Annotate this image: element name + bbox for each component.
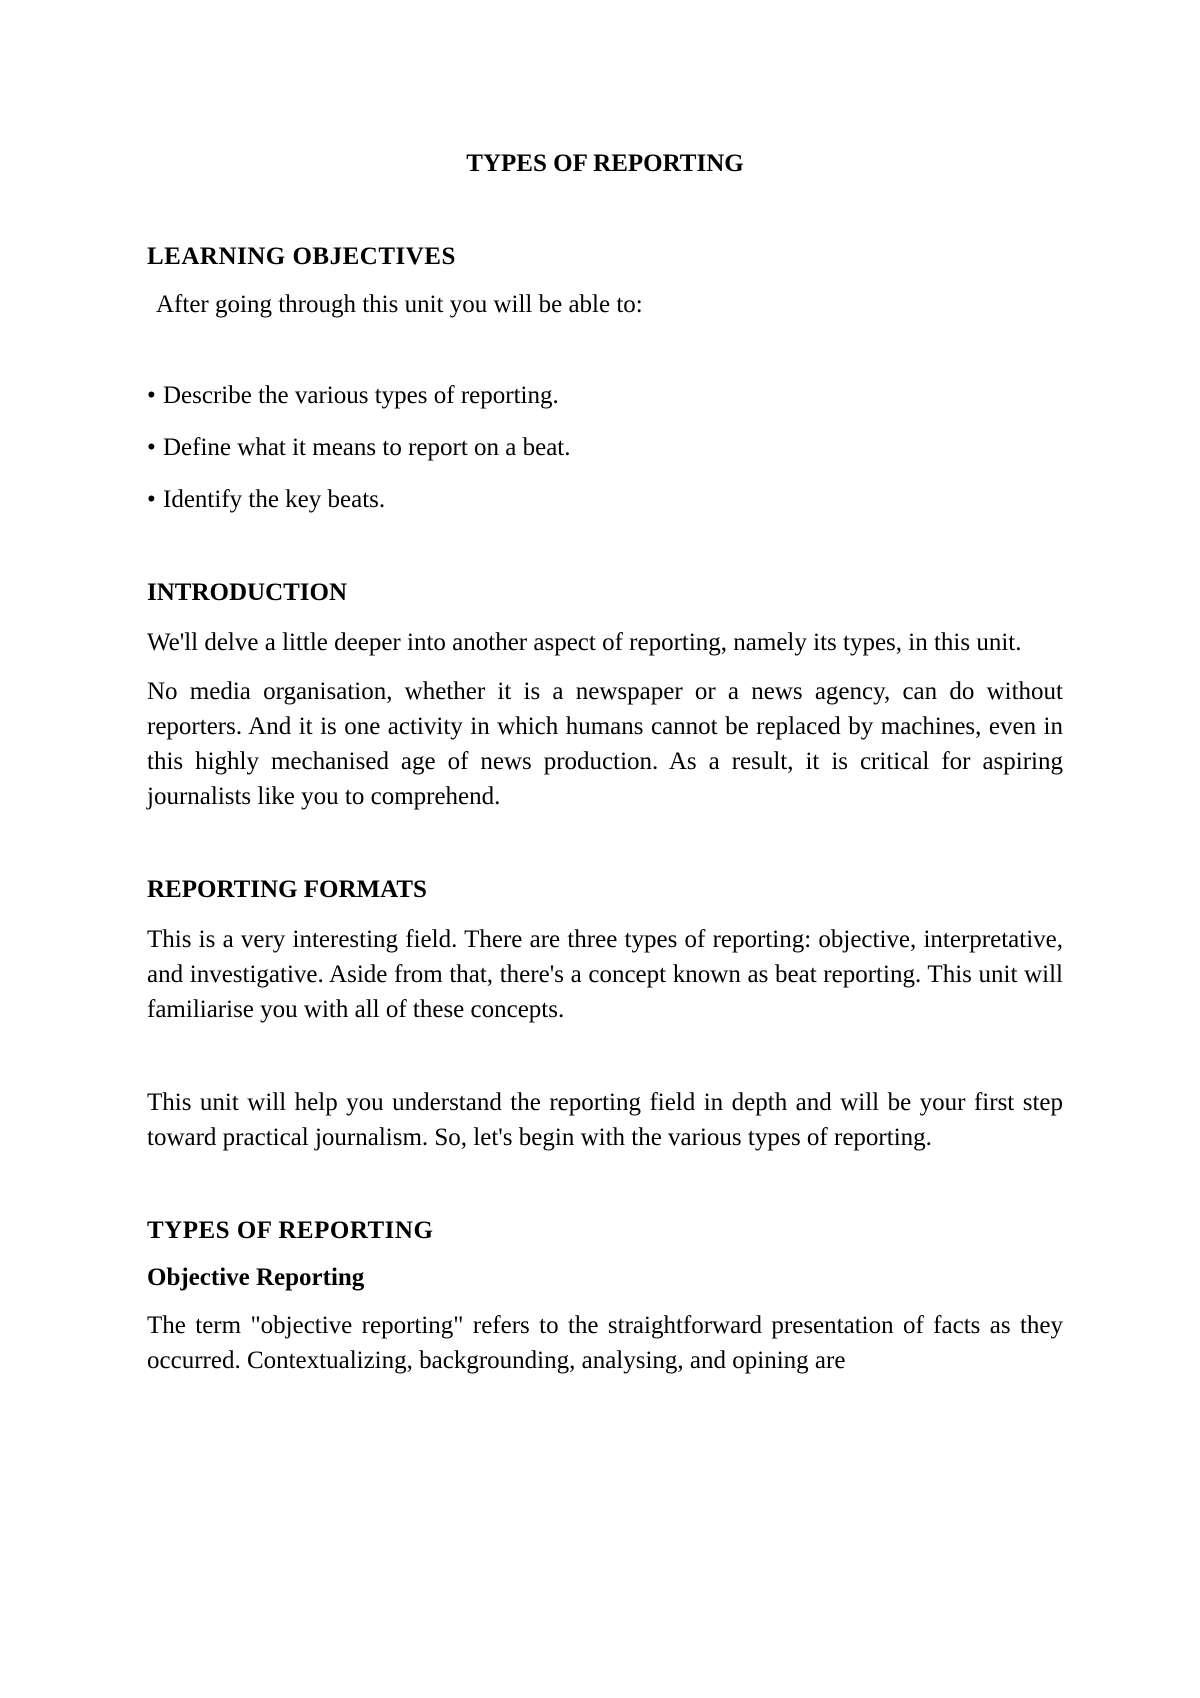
objective-item — [147, 378, 1063, 413]
objective-item — [147, 430, 1063, 465]
learning-objectives-heading: LEARNING OBJECTIVES — [147, 243, 456, 270]
learning-objectives-lead: After going through this unit you will be able to: — [156, 291, 643, 318]
bullet-icon: • — [147, 434, 156, 461]
learning-objectives-list — [147, 378, 1063, 517]
types-of-reporting-heading: TYPES OF REPORTING — [147, 1217, 434, 1244]
objective-reporting-paragraph: The term "objective reporting" refers to the straightforward presentation of facts as they occurred. Contextualizing, backgrounding, analysing, and opining are — [147, 1312, 1063, 1374]
objective-item — [147, 482, 1063, 517]
introduction-heading: INTRODUCTION — [147, 579, 348, 606]
objective-text: Describe the various types of reporting. — [163, 382, 559, 409]
introduction-paragraph-2: No media organisation, whether it is a newspaper or a news agency, can do without reporters. And it is one activity in which humans cannot be replaced by machines, even in this highly mechanised age of news production. As a result, it is critical for aspiring journalists like you to comprehend. — [147, 678, 1063, 810]
document-body — [147, 146, 1063, 1378]
reporting-formats-paragraph-2: This unit will help you understand the reporting field in depth and will be your first step toward practical journalism. So, let's begin with the various types of reporting. — [147, 1089, 1063, 1151]
reporting-formats-heading: REPORTING FORMATS — [147, 876, 427, 903]
introduction-paragraph-1: We'll delve a little deeper into another aspect of reporting, namely its types, in this unit. — [147, 629, 1022, 656]
objective-text: Define what it means to report on a beat. — [163, 434, 571, 461]
objective-text: Identify the key beats. — [163, 486, 386, 513]
document-title: TYPES OF REPORTING — [466, 150, 744, 177]
reporting-formats-paragraph-1: This is a very interesting field. There are three types of reporting: objective, interpretative, and investigative. Aside from that, there's a concept known as beat reporting. This unit will familiarise you with all of these concepts. — [147, 926, 1063, 1023]
bullet-icon: • — [147, 382, 156, 409]
bullet-icon: • — [147, 486, 156, 513]
objective-reporting-subheading: Objective Reporting — [147, 1264, 365, 1291]
